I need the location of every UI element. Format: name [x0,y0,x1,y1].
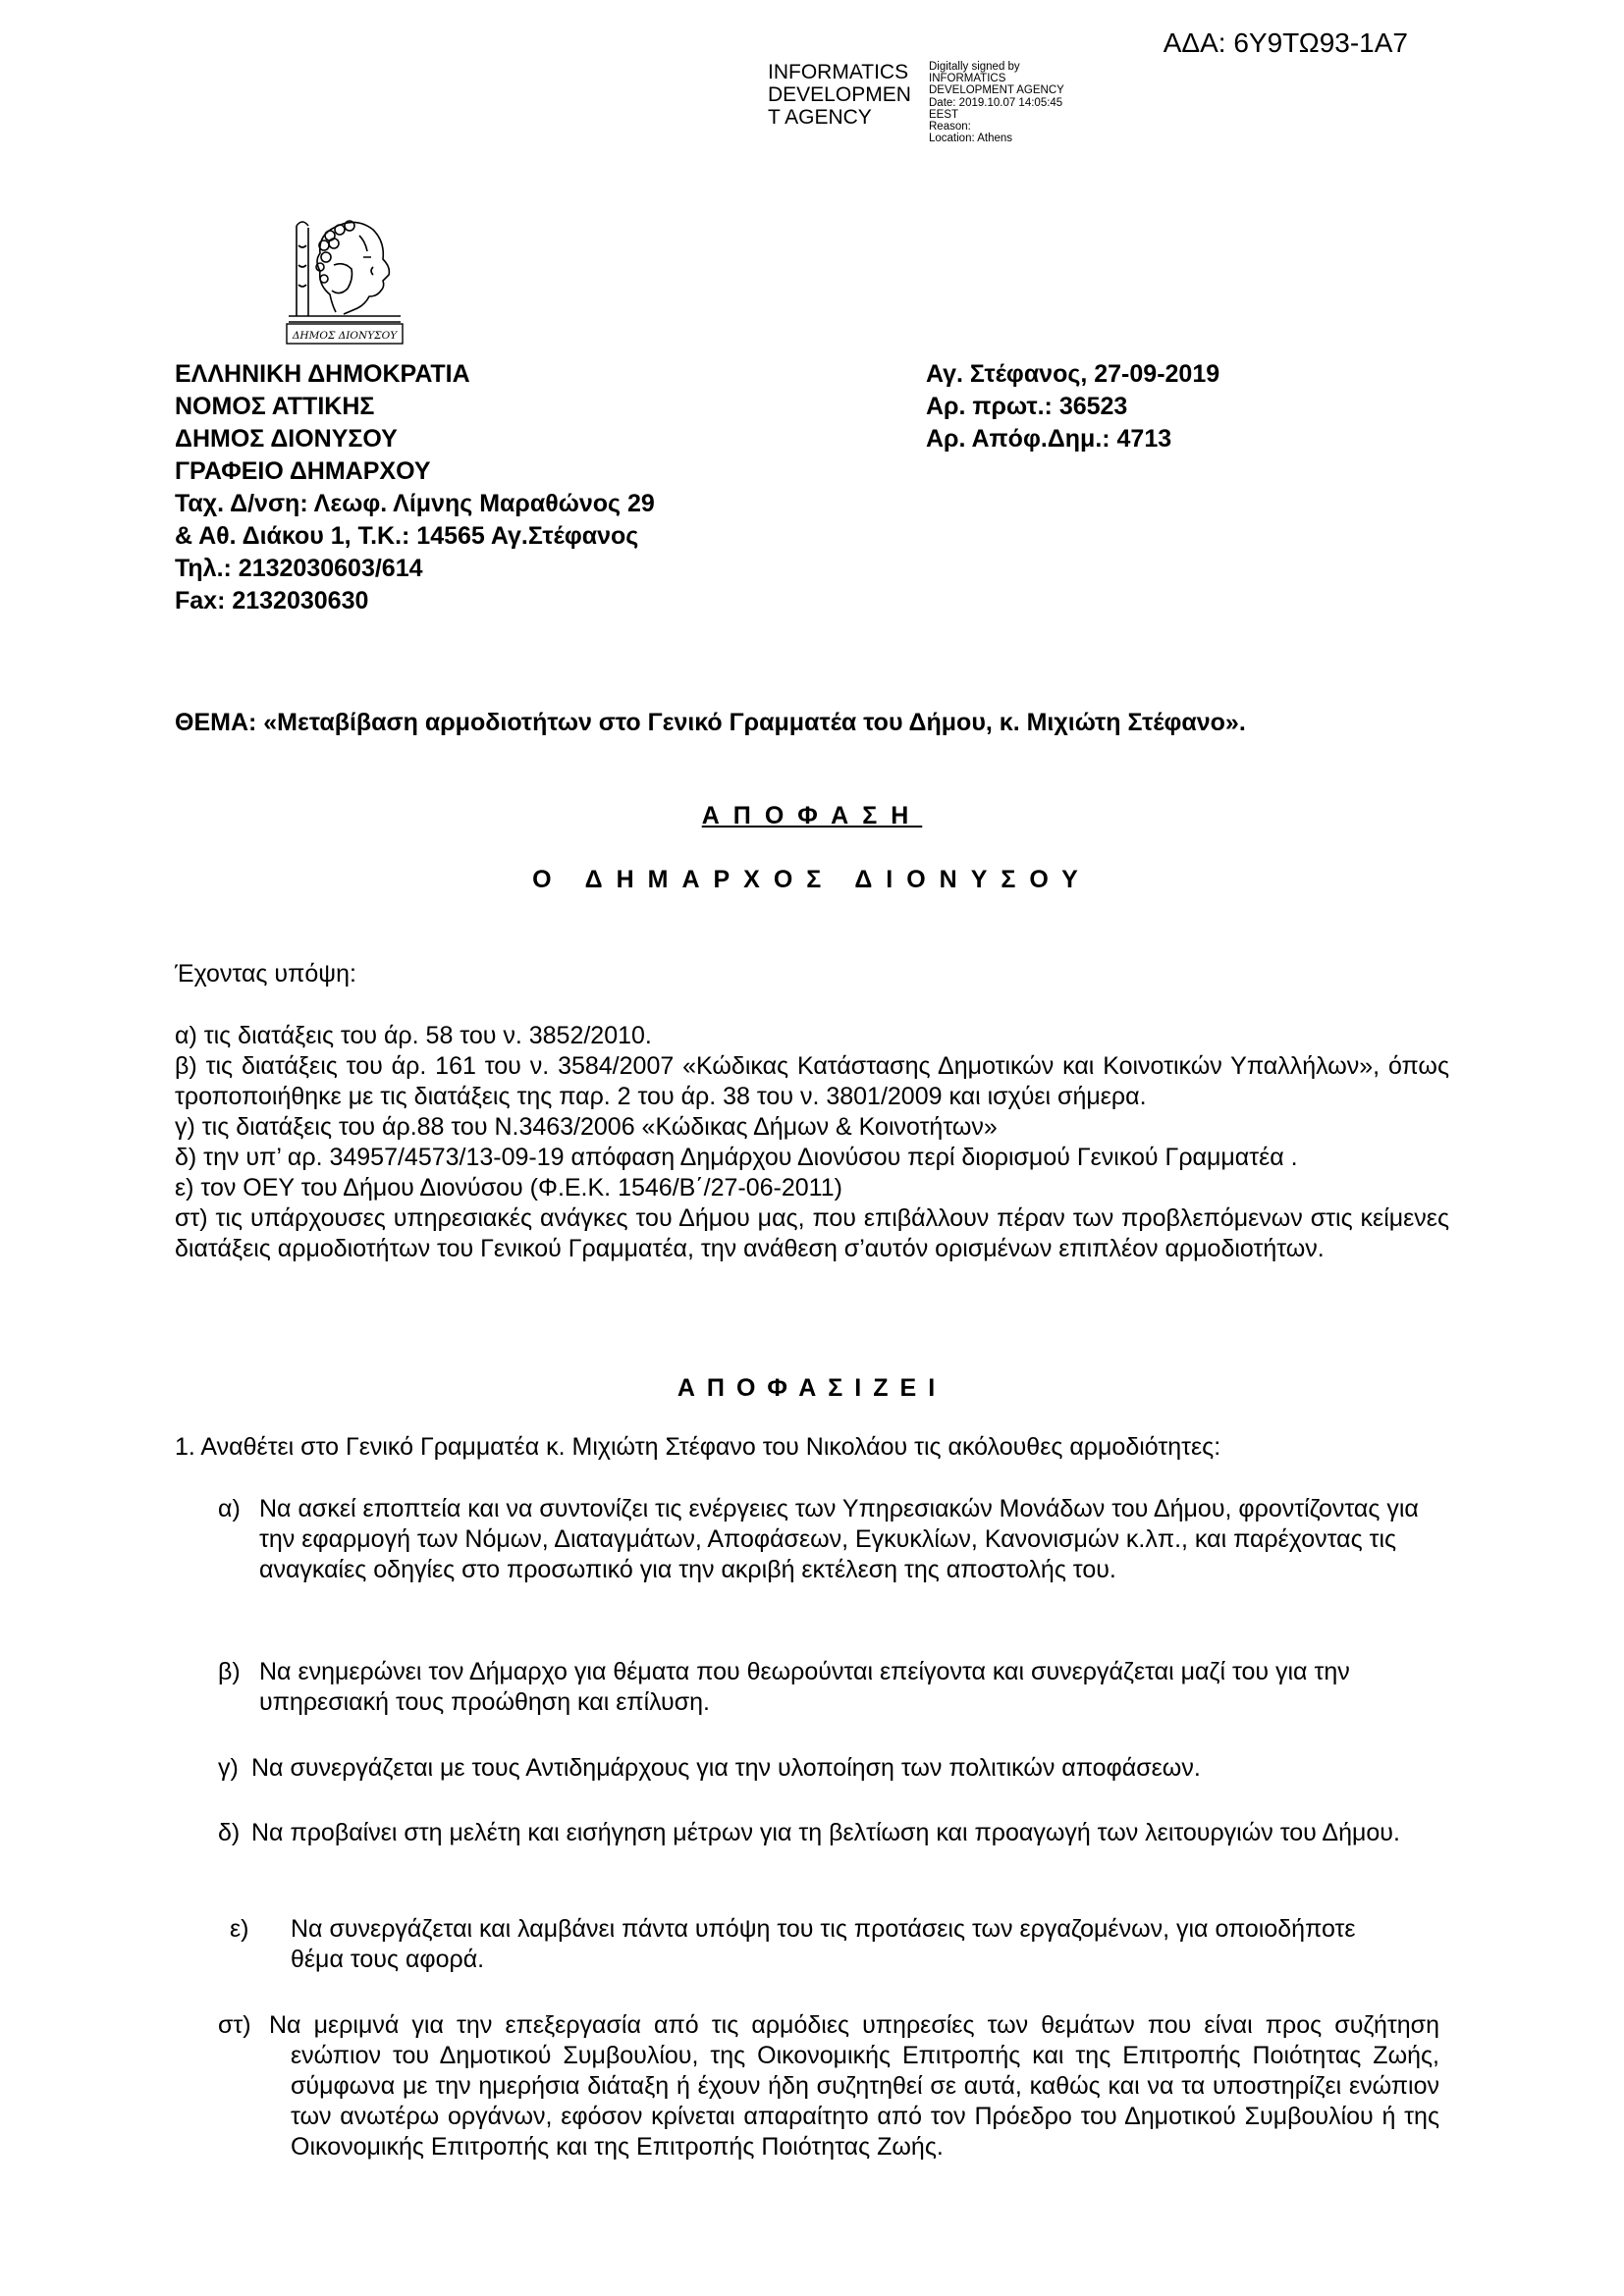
sender-line: Τηλ.: 2132030603/614 [175,555,423,582]
signature-detail-line: Reason: [929,121,971,133]
duty-text: Να ενημερώνει τον Δήμαρχο για θέματα που θεωρούνται επείγοντα και συνεργάζεται μαζί του για την υπηρεσιακή τους προώθηση και επίλυση. [259,1658,1350,1716]
signature-detail-line: Date: 2019.10.07 14:05:45 [929,96,1063,109]
assignment-item: 1. Αναθέτει στο Γενικό Γραμματέα κ. Μιχιώτη Στέφανο του Νικολάου τις ακόλουθες αρμοδιότητες: [175,1433,1221,1461]
duty-text: Να ασκεί εποπτεία και να συντονίζει τις ενέργειες των Υπηρεσιακών Μονάδων του Δήμου, φροντίζοντας για την εφαρμογή των Νόμων, Διαταγμάτων, Αποφάσεων, Εγκυκλίων, Κανονισμών κ.λπ., και παρέχοντας τις αναγκαίες οδηγίες στο προσωπικό για την ακριβή εκτέλεση της αποστολής του. [259,1495,1419,1583]
sender-line: Fax: 2132030630 [175,587,369,614]
ada-code: ΑΔΑ: 6Υ9ΤΩ93-1Α7 [1163,27,1408,58]
duty-item [218,1818,1439,1848]
duty-item [218,1657,1424,1718]
consideration-item: β) τις διατάξεις του άρ. 161 του ν. 3584/2007 «Κώδικας Κατάστασης Δημοτικών και Κοινοτικών Υπαλλήλων», όπως τροποποιήθηκε με τις διατάξεις της παρ. 2 του άρ. 38 του ν. 3801/2009 και ισχύει σήμερα. [175,1052,1449,1110]
duty-text: Να συνεργάζεται με τους Αντιδημάρχους για την υλοποίηση των πολιτικών αποφάσεων. [251,1754,1201,1782]
duty-marker: ε) [230,1915,249,1943]
mayor-heading: Ο ΔΗΜΑΡΧΟΣ ΔΙΟΝΥΣΟΥ [532,866,1092,893]
reference-block [926,358,1219,455]
consideration-item: δ) την υπ’ αρ. 34957/4573/13-09-19 απόφαση Δημάρχου Διονύσου περί διορισμού Γενικού Γραμματέα . [175,1144,1298,1171]
logo-caption: ΔΗΜΟΣ ΔΙΟΝΥΣΟΥ [292,330,398,342]
duty-text: Να συνεργάζεται και λαμβάνει πάντα υπόψη του τις προτάσεις των εργαζομένων, για οποιοδήποτε θέμα τους αφορά. [291,1915,1356,1973]
signature-detail-line: DEVELOPMENT AGENCY [929,84,1064,97]
sender-line: & Αθ. Διάκου 1, Τ.Κ.: 14565 Αγ.Στέφανος [175,522,639,550]
considering-title: Έχοντας υπόψη: [175,960,356,988]
decides-heading: ΑΠΟΦΑΣΙΖΕΙ [677,1374,947,1402]
signature-detail-line: Digitally signed by [929,61,1020,73]
duty-item [218,2010,1439,2163]
signature-organization [768,61,911,129]
signature-org-line: DEVELOPMEN [768,83,911,106]
sender-line: ΕΛΛΗΝΙΚΗ ΔΗΜΟΚΡΑΤΙΑ [175,360,470,388]
consideration-item: ε) τον ΟΕΥ του Δήμου Διονύσου (Φ.Ε.Κ. 1546/Β΄/27-06-2011) [175,1174,842,1201]
consideration-item: στ) τις υπάρχουσες υπηρεσιακές ανάγκες του Δήμου μας, που επιβάλλουν πέραν των προβλεπόμενων στις κείμενες διατάξεις αρμοδιοτήτων του Γενικού Γραμματέα, την ανάθεση σ’αυτόν ορισμένων επιπλέον αρμοδιοτήτων. [175,1204,1449,1262]
duty-text: Να μεριμνά για την επεξεργασία από τις αρμόδιες υπηρεσίες των θεμάτων που είναι προς συζήτηση ενώπιον του Δημοτικού Συμβουλίου, της Οικονομικής Επιτροπής και της Επιτροπής Ποιότητας Ζωής, σύμφωνα με την ημερήσια διάταξη ή έχουν ήδη συζητηθεί σε αυτά, καθώς και να τα υποστηρίζει ενώπιον των ανωτέρω οργάνων, εφόσον κρίνεται απαραίτητο από τον Πρόεδρο του Δημοτικού Συμβουλίου ή της Οικονομικής Επιτροπής και της Επιτροπής Ποιότητας Ζωής. [269,2011,1439,2161]
sender-line: ΝΟΜΟΣ ΑΤΤΙΚΗΣ [175,393,375,420]
dionysus-head-logo-icon [275,206,414,346]
signature-detail-line: INFORMATICS [929,73,1006,85]
signature-org-line: INFORMATICS [768,61,909,83]
considerations-list [175,1021,1449,1264]
protocol-number: Αρ. πρωτ.: 36523 [926,393,1128,420]
duty-marker: δ) [218,1819,241,1846]
duty-marker: β) [218,1658,241,1685]
consideration-item: γ) τις διατάξεις του άρ.88 του Ν.3463/2006 «Κώδικας Δήμων & Κοινοτήτων» [175,1113,998,1141]
duty-item [218,1914,1396,1975]
duty-marker: γ) [218,1754,239,1782]
duty-marker: στ) [218,2011,251,2039]
consideration-item: α) τις διατάξεις του άρ. 58 του ν. 3852/2010. [175,1022,652,1049]
duty-item [218,1494,1424,1585]
signature-details [929,61,1064,144]
subject-line: ΘΕΜΑ: «Μεταβίβαση αρμοδιοτήτων στο Γενικό Γραμματέα του Δήμου, κ. Μιχιώτη Στέφανο». [175,709,1246,736]
decision-heading: ΑΠΟΦΑΣΗ [701,802,923,829]
signature-detail-line: EEST [929,108,959,121]
date-line: Αγ. Στέφανος, 27-09-2019 [926,360,1220,388]
signature-org-line: T AGENCY [768,106,872,129]
sender-line: ΓΡΑΦΕΙΟ ΔΗΜΑΡΧΟΥ [175,457,431,485]
duty-marker: α) [218,1495,241,1522]
decision-number: Αρ. Απόφ.Δημ.: 4713 [926,425,1172,453]
signature-detail-line: Location: Athens [929,133,1013,145]
duty-item [218,1753,1424,1784]
sender-line: ΔΗΜΟΣ ΔΙΟΝΥΣΟΥ [175,425,398,453]
sender-line: Ταχ. Δ/νση: Λεωφ. Λίμνης Μαραθώνος 29 [175,490,655,517]
duty-text: Να προβαίνει στη μελέτη και εισήγηση μέτρων για τη βελτίωση και προαγωγή των λειτουργιών του Δήμου. [251,1819,1400,1846]
sender-block [175,358,655,617]
